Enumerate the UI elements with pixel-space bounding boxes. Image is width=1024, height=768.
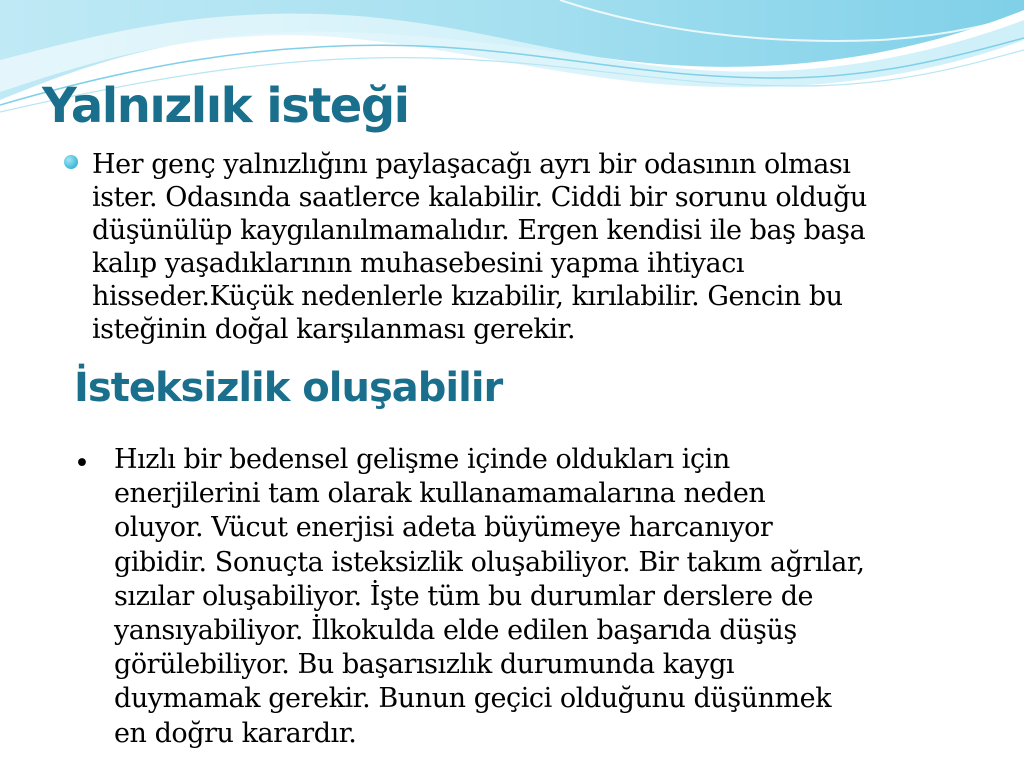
paragraph-line: duymamak gerekir. Bunun geçici olduğunu düşünmek	[114, 683, 832, 715]
paragraph-yalnizlik	[92, 148, 972, 346]
paragraph-line: enerjilerini tam olarak kullanamamalarına neden	[114, 478, 766, 510]
paragraph-line: yansıyabiliyor. İlkokulda elde edilen başarıda düşüş	[114, 615, 797, 647]
paragraph-line: ister. Odasında saatlerce kalabilir. Ciddi bir sorunu olduğu	[92, 182, 867, 213]
paragraph-line: Her genç yalnızlığını paylaşacağı ayrı bir odasının olması	[92, 149, 851, 180]
round-bullet-icon	[64, 155, 78, 169]
paragraph-line: gibidir. Sonuçta isteksizlik oluşabiliyor. Bir takım ağrılar,	[114, 546, 865, 578]
paragraph-line: düşünülüp kaygılanılmamalıdır. Ergen kendisi ile baş başa	[92, 215, 866, 246]
paragraph-line: Hızlı bir bedensel gelişme içinde oldukları için	[114, 444, 730, 475]
paragraph-line: isteğinin doğal karşılanması gerekir.	[92, 314, 576, 345]
paragraph-line: görülebiliyor. Bu başarısızlık durumunda kaygı	[114, 649, 735, 681]
paragraph-line: hisseder.Küçük nedenlerle kızabilir, kırılabilir. Gencin bu	[92, 281, 843, 312]
paragraph-isteksizlik	[114, 443, 994, 751]
paragraph-line: en doğru karardır.	[114, 717, 357, 749]
paragraph-line: oluyor. Vücut enerjisi adeta büyümeye harcanıyor	[114, 512, 773, 544]
paragraph-line: kalıp yaşadıklarının muhasebesini yapma ihtiyacı	[92, 248, 745, 279]
section-heading: İsteksizlik oluşabilir	[74, 365, 503, 411]
paragraph-line: sızılar oluşabiliyor. İşte tüm bu durumlar derslere de	[114, 580, 814, 612]
slide-title: Yalnızlık isteği	[42, 78, 409, 134]
bullet-marker: •	[74, 448, 90, 479]
